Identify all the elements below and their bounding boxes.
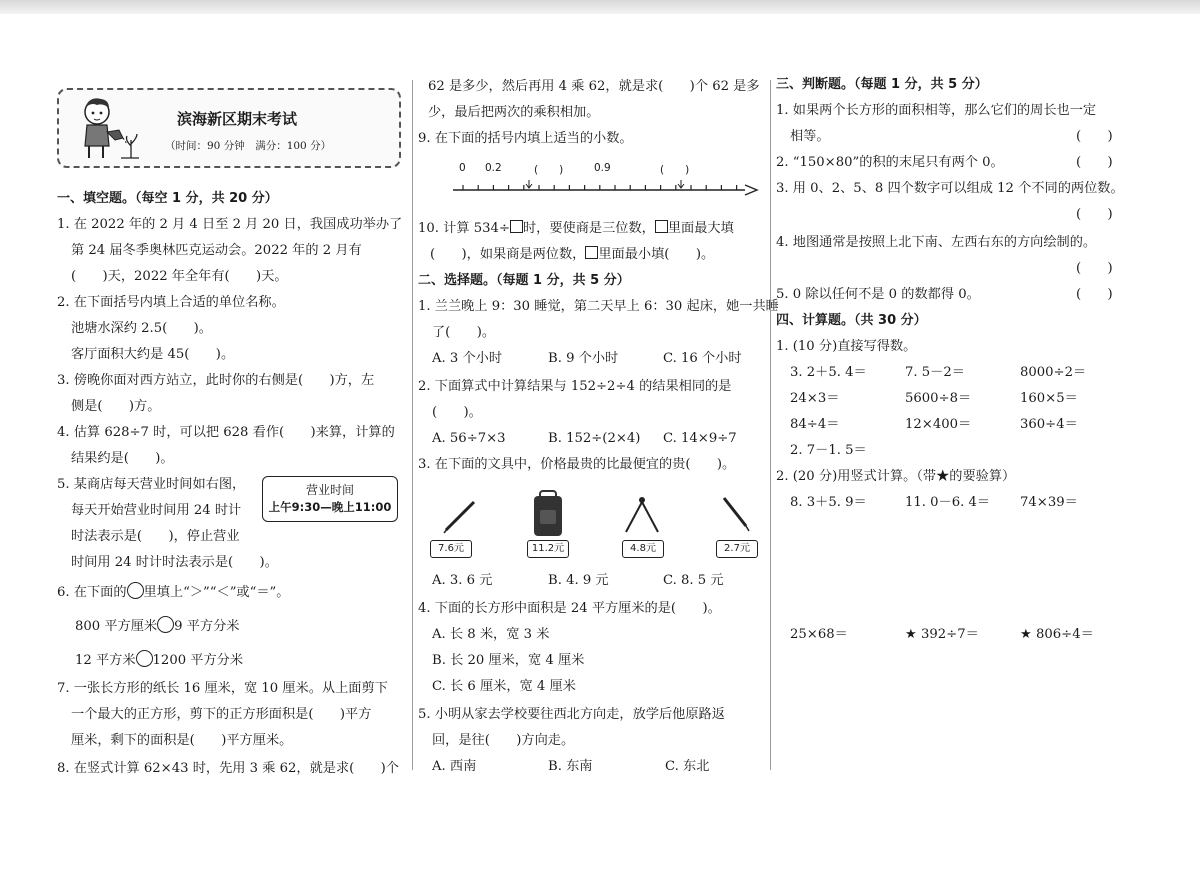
k2-item: 25×68＝ <box>790 627 848 642</box>
c5-option-c[interactable]: C. 东北 <box>665 759 710 774</box>
c5-option-b[interactable]: B. 东南 <box>548 759 593 774</box>
business-hours-time: 上午9:30—晚上11:00 <box>268 500 392 514</box>
k1-item: 84÷4＝ <box>790 417 840 432</box>
q2-line-2: 池塘水深约 2.5( )。 <box>71 321 212 336</box>
blank-square-icon[interactable] <box>510 220 523 233</box>
column-divider <box>770 80 771 770</box>
section-4-title: 四、计算题。（共 30 分） <box>776 313 927 328</box>
q2-line-1: 2. 在下面括号内填上合适的单位名称。 <box>57 295 285 310</box>
blank-square-icon[interactable] <box>655 220 668 233</box>
c2-line-2: ( )。 <box>432 405 482 420</box>
k1-item: 360÷4＝ <box>1020 417 1078 432</box>
c4-line-1: 4. 下面的长方形中面积是 24 平方厘米的是( )。 <box>418 601 721 616</box>
boy-watering-plant-icon <box>73 94 143 162</box>
q4-line-2: 结果约是( )。 <box>71 451 174 466</box>
number-line-blank-2[interactable]: ( ) <box>660 164 690 176</box>
c1-option-b[interactable]: B. 9 个小时 <box>548 351 619 366</box>
q6-b-right: 1200 平方分米 <box>152 653 244 668</box>
j2-answer[interactable]: ( ) <box>1076 155 1113 170</box>
k1-item: 2. 7－1. 5＝ <box>790 443 867 458</box>
q2-line-3: 客厅面积大约是 45( )。 <box>71 347 235 362</box>
q7-line-2: 一个最大的正方形，剪下的正方形面积是( )平方 <box>71 707 372 722</box>
j1-line-1: 1. 如果两个长方形的面积相等，那么它们的周长也一定 <box>776 103 1097 118</box>
business-hours-title: 营业时间 <box>305 483 354 497</box>
pen-icon <box>440 496 480 536</box>
section-1-title: 一、填空题。（每空 1 分，共 20 分） <box>57 191 278 206</box>
pencil-icon <box>720 494 754 534</box>
c4-option-a[interactable]: A. 长 8 米，宽 3 米 <box>432 627 550 642</box>
q6-item-b <box>75 650 243 670</box>
q6-a-right: 9 平方分米 <box>174 619 240 634</box>
column-divider <box>412 80 413 770</box>
q10-line2-b: 里面最小填( )。 <box>598 247 715 262</box>
c3-option-a[interactable]: A. 3. 6 元 <box>432 573 493 588</box>
j4-answer[interactable]: ( ) <box>1076 261 1113 276</box>
q7-line-3: 厘米，剩下的面积是( )平方厘米。 <box>71 733 293 748</box>
q9-line-1: 9. 在下面的括号内填上适当的小数。 <box>418 131 633 146</box>
number-line-label-0-2: 0.2 <box>485 162 502 174</box>
blank-square-icon[interactable] <box>585 246 598 259</box>
k1-item: 12×400＝ <box>905 417 972 432</box>
exam-header <box>57 88 401 168</box>
q10-part-a: 10. 计算 534÷ <box>418 221 510 236</box>
k1-title: 1. (10 分)直接写得数。 <box>776 339 917 354</box>
price-tag-compass: 4.8元 <box>622 540 664 558</box>
k2-title: 2. (20 分)用竖式计算。（带★的要验算） <box>776 469 1016 484</box>
c2-line-1: 2. 下面算式中计算结果与 152÷2÷4 的结果相同的是 <box>418 379 732 394</box>
c5-option-a[interactable]: A. 西南 <box>432 759 477 774</box>
q1-line-2: 第 24 届冬季奥林匹克运动会。2022 年的 2 月有 <box>71 243 362 258</box>
section-3-title: 三、判断题。（每题 1 分，共 5 分） <box>776 77 988 92</box>
answer-circle-icon[interactable] <box>136 650 153 667</box>
price-tag-schoolbag: 11.2元 <box>527 540 569 558</box>
j2-line: 2. “150×80”的积的末尾只有两个 0。 <box>776 155 1004 170</box>
q6-item-a <box>75 616 239 636</box>
answer-circle-icon[interactable] <box>157 616 174 633</box>
j3-line: 3. 用 0、2、5、8 四个数字可以组成 12 个不同的两位数。 <box>776 181 1124 196</box>
q10-line2-a: ( )，如果商是两位数， <box>430 247 586 262</box>
k1-item: 24×3＝ <box>790 391 840 406</box>
q1-line-3: ( )天，2022 年全年有( )天。 <box>71 269 288 284</box>
number-line-blank-1[interactable]: ( ) <box>534 164 564 176</box>
exam-title: 滨海新区期末考试 <box>177 110 298 128</box>
c1-option-c[interactable]: C. 16 个小时 <box>663 351 742 366</box>
exam-subtitle: （时间：90 分钟 满分：100 分） <box>165 140 332 152</box>
q3-line-1: 3. 傍晚你面对西方站立，此时你的右侧是( )方，左 <box>57 373 375 388</box>
c1-line-1: 1. 兰兰晚上 9：30 睡觉，第二天早上 6：30 起床，她一共睡 <box>418 299 779 314</box>
compare-circle-icon <box>127 582 144 599</box>
q6-prefix: 6. 在下面的 <box>57 585 127 600</box>
k2-item: ★ 806÷4＝ <box>1020 627 1094 642</box>
number-line-label-0: 0 <box>459 162 466 174</box>
scan-edge <box>0 0 1200 14</box>
k1-item: 5600÷8＝ <box>905 391 972 406</box>
c1-option-a[interactable]: A. 3 个小时 <box>432 351 503 366</box>
q6-b-left: 12 平方米 <box>75 653 136 668</box>
q5-line-2: 每天开始营业时间用 24 时计 <box>71 503 242 518</box>
c1-line-2: 了( )。 <box>432 325 496 340</box>
k2-item: ★ 392÷7＝ <box>905 627 979 642</box>
q10-line-1 <box>418 220 734 238</box>
q8-line-1: 8. 在竖式计算 62×43 时，先用 3 乘 62，就是求( )个 <box>57 761 399 776</box>
k2-item: 11. 0－6. 4＝ <box>905 495 991 510</box>
price-tag-pen: 7.6元 <box>430 540 472 558</box>
c4-option-c[interactable]: C. 长 6 厘米，宽 4 厘米 <box>432 679 576 694</box>
c3-option-c[interactable]: C. 8. 5 元 <box>663 573 724 588</box>
j1-answer[interactable]: ( ) <box>1076 129 1113 144</box>
j5-answer[interactable]: ( ) <box>1076 287 1113 302</box>
j5-line: 5. 0 除以任何不是 0 的数都得 0。 <box>776 287 980 302</box>
c5-line-2: 回，是往( )方向走。 <box>432 733 575 748</box>
schoolbag-icon <box>528 488 568 540</box>
q6-line-1 <box>57 582 289 602</box>
k1-item: 160×5＝ <box>1020 391 1078 406</box>
q5-line-3: 时法表示是( )，停止营业 <box>71 529 240 544</box>
q8-line-2: 62 是多少，然后再用 4 乘 62，就是求( )个 62 是多 <box>428 79 760 94</box>
j4-line: 4. 地图通常是按照上北下南、左西右东的方向绘制的。 <box>776 235 1097 250</box>
q5-line-4: 时间用 24 时计时法表示是( )。 <box>71 555 278 570</box>
q8-line-3: 少，最后把两次的乘积相加。 <box>428 105 600 120</box>
price-tag-pencil: 2.7元 <box>716 540 758 558</box>
number-line-label-0-9: 0.9 <box>594 162 611 174</box>
k1-item: 7. 5－2＝ <box>905 365 965 380</box>
k1-item: 8000÷2＝ <box>1020 365 1087 380</box>
q7-line-1: 7. 一张长方形的纸长 16 厘米，宽 10 厘米。从上面剪下 <box>57 681 388 696</box>
c2-option-c[interactable]: C. 14×9÷7 <box>663 431 737 446</box>
q10-line-2 <box>430 246 714 264</box>
j1-line-2: 相等。 <box>790 129 830 144</box>
k2-item: 74×39＝ <box>1020 495 1078 510</box>
k1-item: 3. 2＋5. 4＝ <box>790 365 867 380</box>
c5-line-1: 5. 小明从家去学校要往西北方向走，放学后他原路返 <box>418 707 725 722</box>
q10-part-b: 时，要使商是三位数， <box>522 221 655 236</box>
number-line <box>445 176 765 200</box>
business-hours-box <box>262 476 398 522</box>
c2-option-b[interactable]: B. 152÷(2×4) <box>548 431 641 446</box>
c3-line-1: 3. 在下面的文具中，价格最贵的比最便宜的贵( )。 <box>418 457 736 472</box>
q6-a-left: 800 平方厘米 <box>75 619 158 634</box>
k2-item: 8. 3＋5. 9＝ <box>790 495 867 510</box>
c3-option-b[interactable]: B. 4. 9 元 <box>548 573 609 588</box>
j3-answer[interactable]: ( ) <box>1076 207 1113 222</box>
q1-line-1: 1. 在 2022 年的 2 月 4 日至 2 月 20 日，我国成功举办了 <box>57 217 403 232</box>
section-2-title: 二、选择题。（每题 1 分，共 5 分） <box>418 273 630 288</box>
c2-option-a[interactable]: A. 56÷7×3 <box>432 431 506 446</box>
q4-line-1: 4. 估算 628÷7 时，可以把 628 看作( )来算，计算的 <box>57 425 395 440</box>
q10-part-c: 里面最大填 <box>667 221 734 236</box>
q3-line-2: 侧是( )方。 <box>71 399 161 414</box>
c4-option-b[interactable]: B. 长 20 厘米，宽 4 厘米 <box>432 653 585 668</box>
q5-line-1: 5. 某商店每天营业时间如右图， <box>57 477 246 492</box>
compass-icon <box>620 494 664 538</box>
q6-suffix: 里填上“＞”“＜”或“＝”。 <box>143 585 290 600</box>
